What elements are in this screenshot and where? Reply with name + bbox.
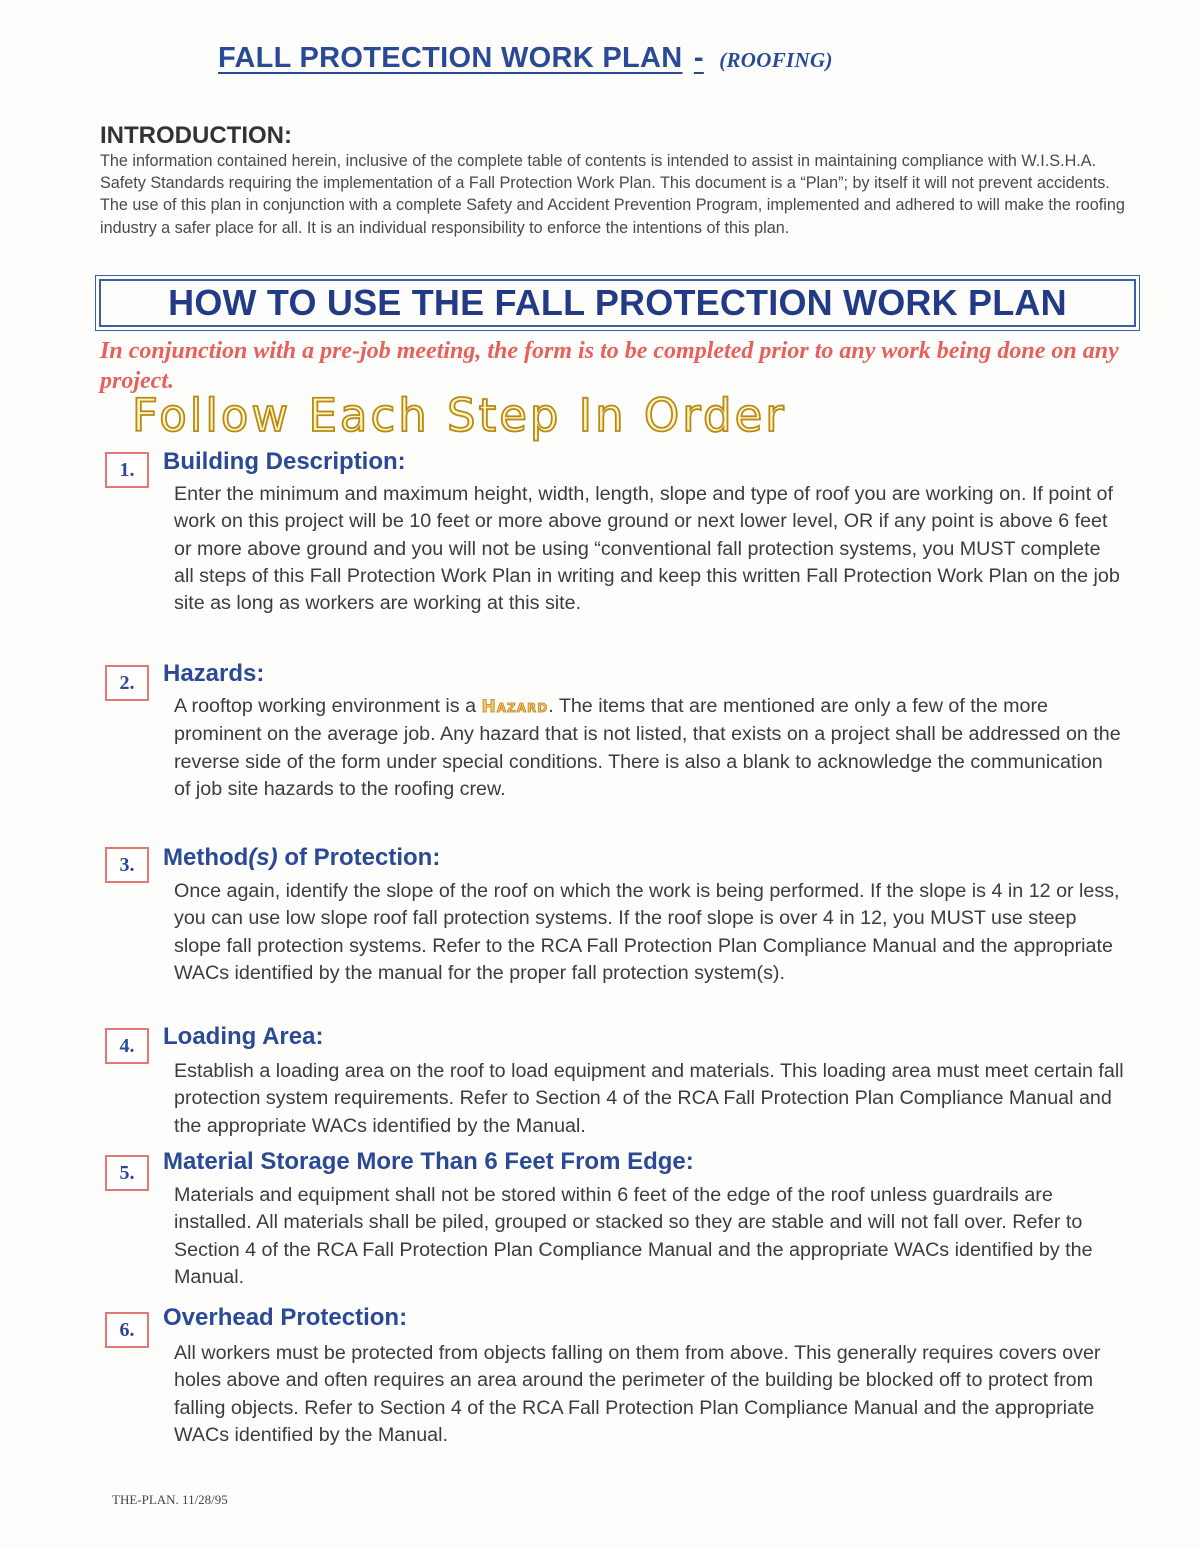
step-heading: Material Storage More Than 6 Feet From Edge: <box>163 1148 694 1175</box>
step-number-box: 2. <box>105 665 149 701</box>
step-body: Once again, identify the slope of the roof on which the work is being performed. If the slope is 4 in 12 or less, you can use low slope roof fall protection systems. If the roof slope is over 4 in 12, you MUST use steep slope fall protection systems. Refer to the RCA Fall Protection Plan Compliance Manual and the appropriate WACs identified by the manual for the proper fall protection system(s). <box>174 880 1120 984</box>
heading-part: Method <box>163 844 249 871</box>
hazards-text-after: . The items that are mentioned are only a few of the more prominent on the average job. Any hazard that is not listed, that exists on a project shall be addressed on the reverse side of the form under special conditions. There is also a blank to acknowledge the communication of job site hazards to the roofing crew. <box>174 695 1121 800</box>
step-heading: Overhead Protection: <box>163 1304 408 1331</box>
step-number-box: 1. <box>105 452 149 488</box>
introduction-body: The information contained herein, inclusive of the complete table of contents is intended to assist in maintaining compliance with W.I.S.H.A. Safety Standards requiring the implementation of a Fall Protection Work Plan. This document is a “Plan”; by itself it will not prevent accidents. The use of this plan in conjunction with a complete Safety and Accident Prevention Program, implemented and adhered to will make the roofing industry a safer place for all. It is an individual responsibility to enforce the intentions of this plan. <box>100 152 1125 237</box>
step-number-box: 4. <box>105 1028 149 1064</box>
step-heading: Loading Area: <box>163 1023 324 1050</box>
step-body: Establish a loading area on the roof to load equipment and materials. This loading area must meet certain fall protection system requirements. Refer to Section 4 of the RCA Fall Protection Plan Compliance Manual and the appropriate WACs identified by the Manual. <box>174 1060 1124 1137</box>
how-to-use-title: HOW TO USE THE FALL PROTECTION WORK PLAN <box>168 282 1067 323</box>
hazard-word-graphic: Hazard <box>481 697 549 717</box>
heading-part: of Protection: <box>277 844 441 871</box>
step-number-box: 3. <box>105 847 149 883</box>
document-footer: THE-PLAN. 11/28/95 <box>112 1492 228 1507</box>
title-main: FALL PROTECTION WORK PLAN <box>218 42 683 74</box>
step-body: Enter the minimum and maximum height, width, length, slope and type of roof you are working on. If point of work on this project will be 10 feet or more above ground or next lower level, OR if any point is above 6 feet or more above ground and you will not be using “conventional fall protection systems, you MUST complete all steps of this Fall Protection Work Plan in writing and keep this written Fall Protection Work Plan on the job site as long as workers are working at this site. <box>174 483 1120 615</box>
heading-part-italic: (s) <box>248 844 278 871</box>
step-heading <box>163 844 440 872</box>
step-number-box: 5. <box>105 1155 149 1191</box>
step-number-box: 6. <box>105 1312 149 1348</box>
follow-steps-banner: Follow Each Step In Order <box>132 389 787 442</box>
document-title <box>218 42 833 75</box>
step-body: All workers must be protected from objects falling on them from above. This generally requires covers over holes above and often requires an area around the perimeter of the building be blocked off to protect from falling objects. Refer to Section 4 of the RCA Fall Protection Plan Compliance Manual and the appropriate WACs identified by the Manual. <box>174 1342 1101 1446</box>
pre-job-instruction: In conjunction with a pre-job meeting, the form is to be completed prior to any work being done on any project. <box>100 338 1119 394</box>
step-heading: Hazards: <box>163 660 265 687</box>
step-body: Materials and equipment shall not be stored within 6 feet of the edge of the roof unless guardrails are installed. All materials shall be piled, grouped or stacked so they are stable and will not fall over. Refer to Section 4 of the RCA Fall Protection Plan Compliance Manual and the appropriate WACs identified by the Manual. <box>174 1184 1093 1288</box>
title-dash: - <box>693 42 704 74</box>
hazards-text-before: A rooftop working environment is a <box>174 695 477 717</box>
step-body <box>174 693 1124 803</box>
step-heading: Building Description: <box>163 448 406 475</box>
how-to-use-banner <box>99 279 1136 327</box>
title-subtitle: (ROOFING) <box>719 48 833 72</box>
introduction-heading: INTRODUCTION: <box>100 122 292 149</box>
